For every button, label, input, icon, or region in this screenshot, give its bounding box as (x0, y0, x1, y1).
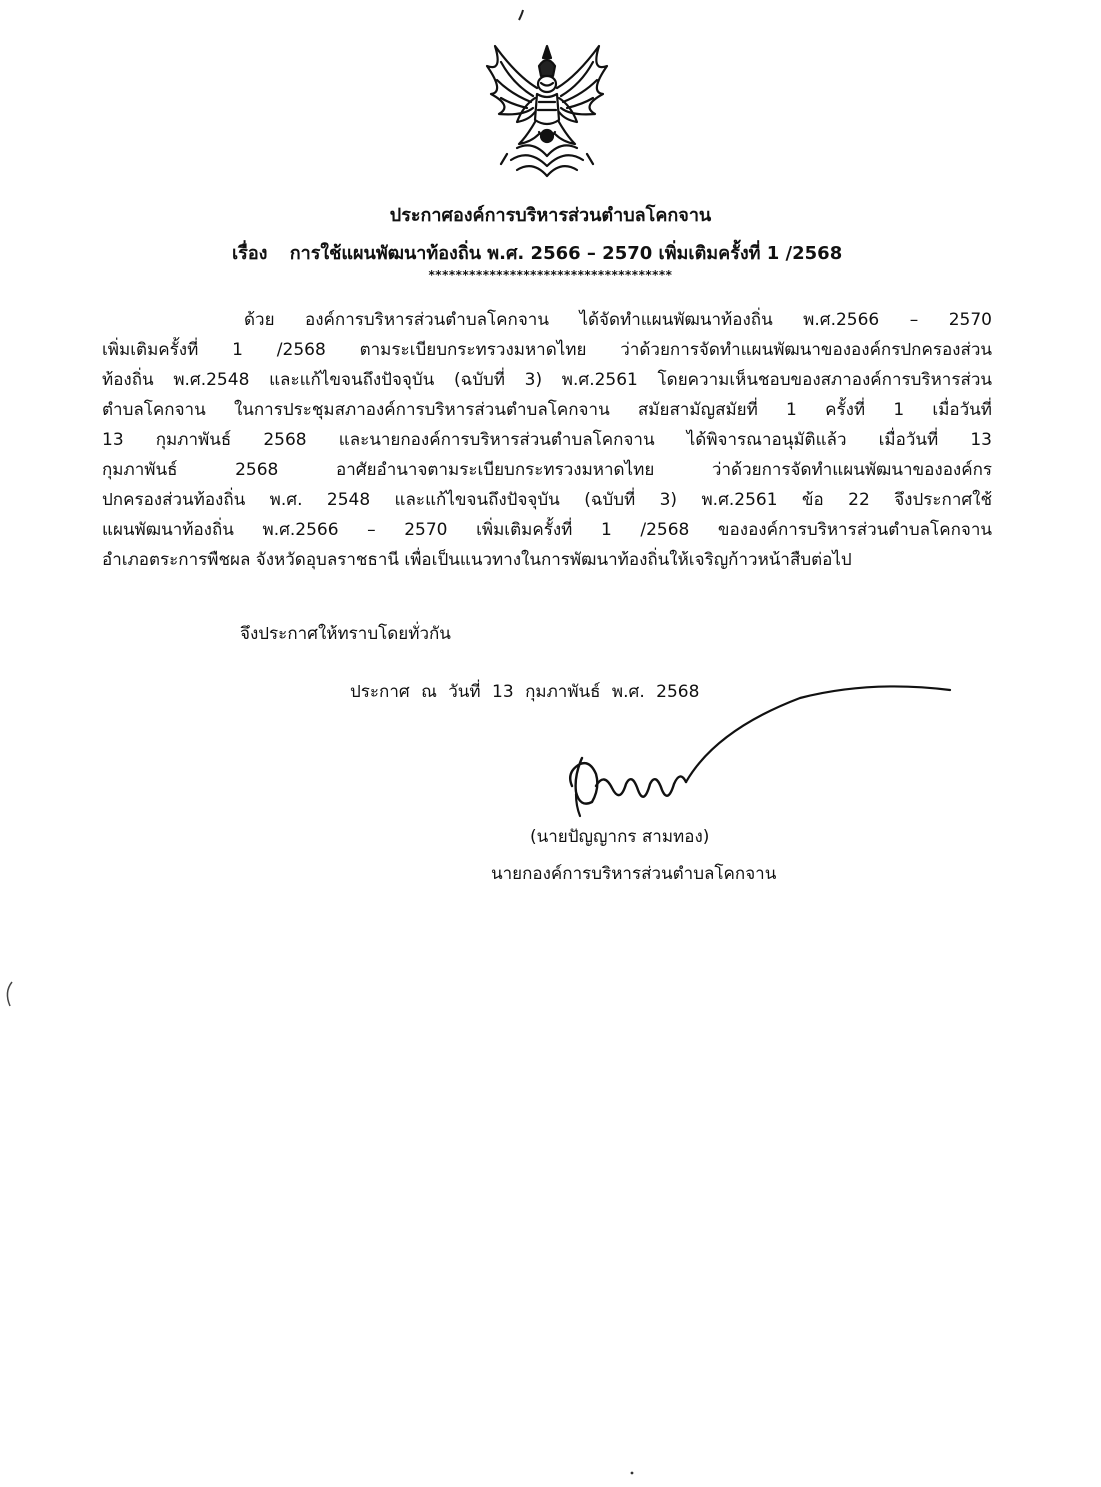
subject-line (232, 238, 842, 267)
body-line: ท้องถิ่น พ.ศ.2548 และแก้ไขจนถึงปัจจุบัน (ฉบับที่ 3) พ.ศ.2561 โดยความเห็นชอบของสภาองค์การบริหารส่วน (102, 370, 992, 390)
body-line: กุมภาพันธ์ 2568 อาศัยอำนาจตามระเบียบกระทรวงมหาดไทย ว่าด้วยการจัดทำแผนพัฒนาขององค์กร (102, 460, 992, 480)
garuda-emblem-icon (477, 36, 617, 180)
body-line: ด้วย องค์การบริหารส่วนตำบลโคกจาน ได้จัดทำแผนพัฒนาท้องถิ่น พ.ศ.2566 – 2570 (244, 310, 992, 330)
body-line: เพิ่มเติมครั้งที่ 1 /2568 ตามระเบียบกระทรวงมหาดไทย ว่าด้วยการจัดทำแผนพัฒนาขององค์กรปกครองส่วน (102, 340, 992, 360)
subject-text: การใช้แผนพัฒนาท้องถิ่น พ.ศ. 2566 – 2570 เพิ่มเติมครั้งที่ 1 /2568 (289, 243, 843, 264)
scan-speck (516, 8, 526, 22)
body-line: 13 กุมภาพันธ์ 2568 และนายกองค์การบริหารส่วนตำบลโคกจาน ได้พิจารณาอนุมัติแล้ว เมื่อวันที่ 13 (102, 430, 992, 450)
signer-name: (นายปัญญากร สามทอง) (530, 827, 710, 847)
divider-stars: ************************************ (428, 268, 673, 282)
announcement-body (102, 305, 992, 575)
handwritten-signature (540, 676, 960, 826)
scan-speck (628, 1468, 638, 1478)
announcement-title: ประกาศองค์การบริหารส่วนตำบลโคกจาน (389, 205, 712, 226)
closing-statement: จึงประกาศให้ทราบโดยทั่วกัน (240, 624, 451, 644)
body-line: ปกครองส่วนท้องถิ่น พ.ศ. 2548 และแก้ไขจนถึงปัจจุบัน (ฉบับที่ 3) พ.ศ.2561 ข้อ 22 จึงประกาศใช้ (102, 490, 992, 510)
scan-speck (2, 980, 18, 1010)
subject-label: เรื่อง (232, 243, 268, 264)
announcement-date: ประกาศ ณ วันที่ 13 กุมภาพันธ์ พ.ศ. 2568 (350, 682, 700, 702)
body-line: อำเภอตระการพืชผล จังหวัดอุบลราชธานี เพื่อเป็นแนวทางในการพัฒนาท้องถิ่นให้เจริญก้าวหน้าสืบต่อไป (102, 550, 852, 570)
signer-position: นายกองค์การบริหารส่วนตำบลโคกจาน (491, 864, 777, 884)
body-line: ตำบลโคกจาน ในการประชุมสภาองค์การบริหารส่วนตำบลโคกจาน สมัยสามัญสมัยที่ 1 ครั้งที่ 1 เมื่อวันที่ (102, 400, 992, 420)
body-line: แผนพัฒนาท้องถิ่น พ.ศ.2566 – 2570 เพิ่มเติมครั้งที่ 1 /2568 ขององค์การบริหารส่วนตำบลโคกจาน (102, 520, 992, 540)
